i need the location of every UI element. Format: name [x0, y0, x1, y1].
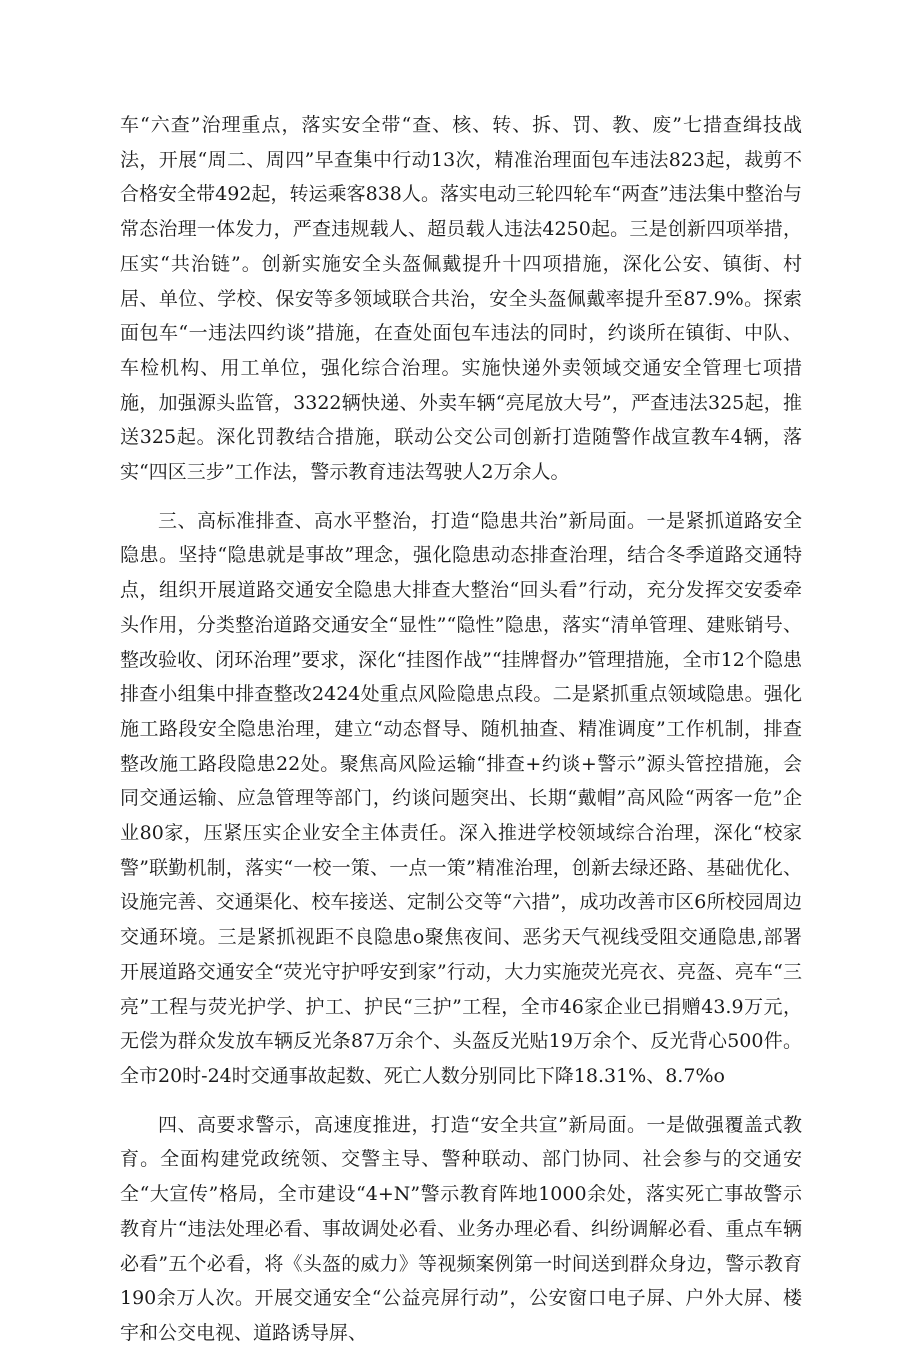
- paragraph-gap: [120, 1094, 802, 1108]
- document-body: [120, 108, 802, 1351]
- paragraph-gap: [120, 490, 802, 504]
- paragraph-continuation: 车“六查”治理重点，落实安全带“查、核、转、拆、罚、教、废”七措查缉技战法，开展“周二、周四”早查集中行动13次，精准治理面包车违法823起，裁剪不合格安全带492起，转运乘客838人。落实电动三轮四轮车“两查”违法集中整治与常态治理一体发力，严查违规载人、超员载人违法4250起。三是创新四项举措，压实“共治链”。创新实施安全头盔佩戴提升十四项措施，深化公安、镇街、村居、单位、学校、保安等多领域联合共治，安全头盔佩戴率提升至87.9%。探索面包车“一违法四约谈”措施，在查处面包车违法的同时，约谈所在镇街、中队、车检机构、用工单位，强化综合治理。实施快递外卖领域交通安全管理七项措施，加强源头监管，3322辆快递、外卖车辆“亮尾放大号”，严查违法325起，推送325起。深化罚教结合措施，联动公交公司创新打造随警作战宣教车4辆，落实“四区三步”工作法，警示教育违法驾驶人2万余人。: [120, 114, 802, 484]
- paragraph-section-four: 四、高要求警示，高速度推进，打造“安全共宣”新局面。一是做强覆盖式教育。全面构建党政统领、交警主导、警种联动、部门协同、社会参与的交通安全“大宣传”格局，全市建设“4+N”警示教育阵地1000余处，落实死亡事故警示教育片“违法处理必看、事故调处必看、业务办理必看、纠纷调解必看、重点车辆必看”五个必看，将《头盔的威力》等视频案例第一时间送到群众身边，警示教育190余万人次。开展交通安全“公益亮屏行动”，公安窗口电子屏、户外大屏、楼宇和公交电视、道路诱导屏、: [120, 1113, 802, 1344]
- paragraph-section-three: 三、高标准排查、高水平整治，打造“隐患共治”新局面。一是紧抓道路安全隐患。坚持“隐患就是事故”理念，强化隐患动态排查治理，结合冬季道路交通特点，组织开展道路交通安全隐患大排查大整治“回头看”行动，充分发挥交安委牵头作用，分类整治道路交通安全“显性”“隐性”隐患，落实“清单管理、建账销号、整改验收、闭环治理”要求，深化“挂图作战”“挂牌督办”管理措施，全市12个隐患排查小组集中排查整改2424处重点风险隐患点段。二是紧抓重点领域隐患。强化施工路段安全隐患治理，建立“动态督导、随机抽查、精准调度”工作机制，排查整改施工路段隐患22处。聚焦高风险运输“排查+约谈+警示”源头管控措施，会同交通运输、应急管理等部门，约谈问题突出、长期“戴帽”高风险“两客一危”企业80家，压紧压实企业安全主体责任。深入推进学校领域综合治理，深化“校家警”联勤机制，落实“一校一策、一点一策”精准治理，创新去绿还路、基础优化、设施完善、交通渠化、校车接送、定制公交等“六措”，成功改善市区6所校园周边交通环境。三是紧抓视距不良隐患o聚焦夜间、恶劣天气视线受阻交通隐患,部署开展道路交通安全“荧光守护呼安到家”行动，大力实施荧光亮衣、亮盔、亮车“三亮”工程与荧光护学、护工、护民“三护”工程，全市46家企业已捐赠43.9万元，无偿为群众发放车辆反光条87万余个、头盔反光贴19万余个、反光背心500件。全市20时-24时交通事故起数、死亡人数分别同比下降18.31%、8.7%o: [120, 509, 802, 1087]
